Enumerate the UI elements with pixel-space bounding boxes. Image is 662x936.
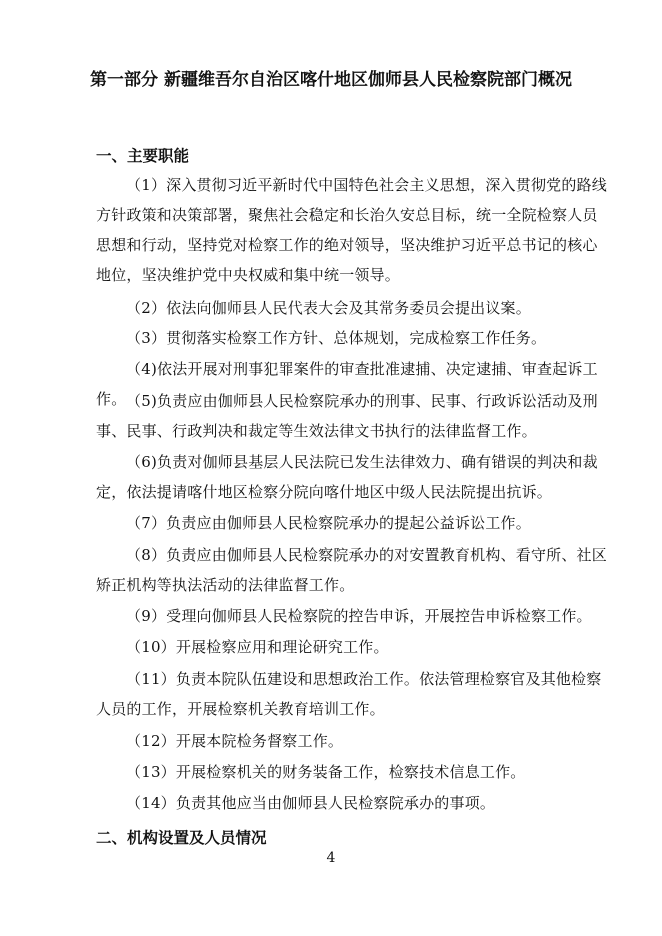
- function-item-1: （1）深入贯彻习近平新时代中国特色社会主义思想，深入贯彻党的路线方针政策和决策部署，聚焦社会稳定和长治久安总目标，统一全院检察人员思想和行动，坚持党对检察工作的绝对领导，坚决维护习近平总书记的核心地位，坚决维护党中央权威和集中统一领导。: [96, 176, 607, 284]
- function-item-2: （2）依法向伽师县人民代表大会及其常务委员会提出议案。: [126, 299, 531, 317]
- function-item-3: （3）贯彻落实检察工作方针、总体规划，完成检察工作任务。: [126, 329, 547, 347]
- page-title: 第一部分 新疆维吾尔自治区喀什地区伽师县人民检察院部门概况: [90, 70, 572, 90]
- section-heading-main-functions: 一、主要职能: [96, 147, 190, 165]
- function-item-14: （14）负责其他应当由伽师县人民检察院承办的事项。: [126, 794, 496, 812]
- function-item-7: （7）负责应由伽师县人民检察院承办的提起公益诉讼工作。: [126, 514, 531, 532]
- function-item-12: （12）开展本院检务督察工作。: [126, 732, 344, 750]
- function-item-11: （11）负责本院队伍建设和思想政治工作。依法管理检察官及其他检察人员的工作，开展检察机关教育培训工作。: [96, 670, 602, 718]
- section-heading-organization-staff: 二、机构设置及人员情况: [96, 829, 267, 847]
- page-number: 4: [326, 850, 336, 866]
- function-item-10: （10）开展检察应用和理论研究工作。: [126, 638, 389, 656]
- function-item-6: （6)负责对伽师县基层人民法院已发生法律效力、确有错误的判决和裁定，依法提请喀什地区检察分院向喀什地区中级人民法院提出抗诉。: [96, 453, 598, 501]
- function-item-13: （13）开展检察机关的财务装备工作，检察技术信息工作。: [126, 763, 526, 781]
- function-item-5: （5)负责应由伽师县人民检察院承办的刑事、民事、行政诉讼活动及刑事、民事、行政判决和裁定等生效法律文书执行的法律监督工作。: [96, 392, 598, 440]
- function-item-4: （4)依法开展对刑事犯罪案件的审查批准逮捕、决定逮捕、审查起诉工作。: [96, 360, 598, 408]
- function-item-9: （9）受理向伽师县人民检察院的控告申诉，开展控告申诉检察工作。: [126, 607, 592, 625]
- function-item-8: （8）负责应由伽师县人民检察院承办的对安置教育机构、看守所、社区矫正机构等执法活动的法律监督工作。: [96, 546, 607, 594]
